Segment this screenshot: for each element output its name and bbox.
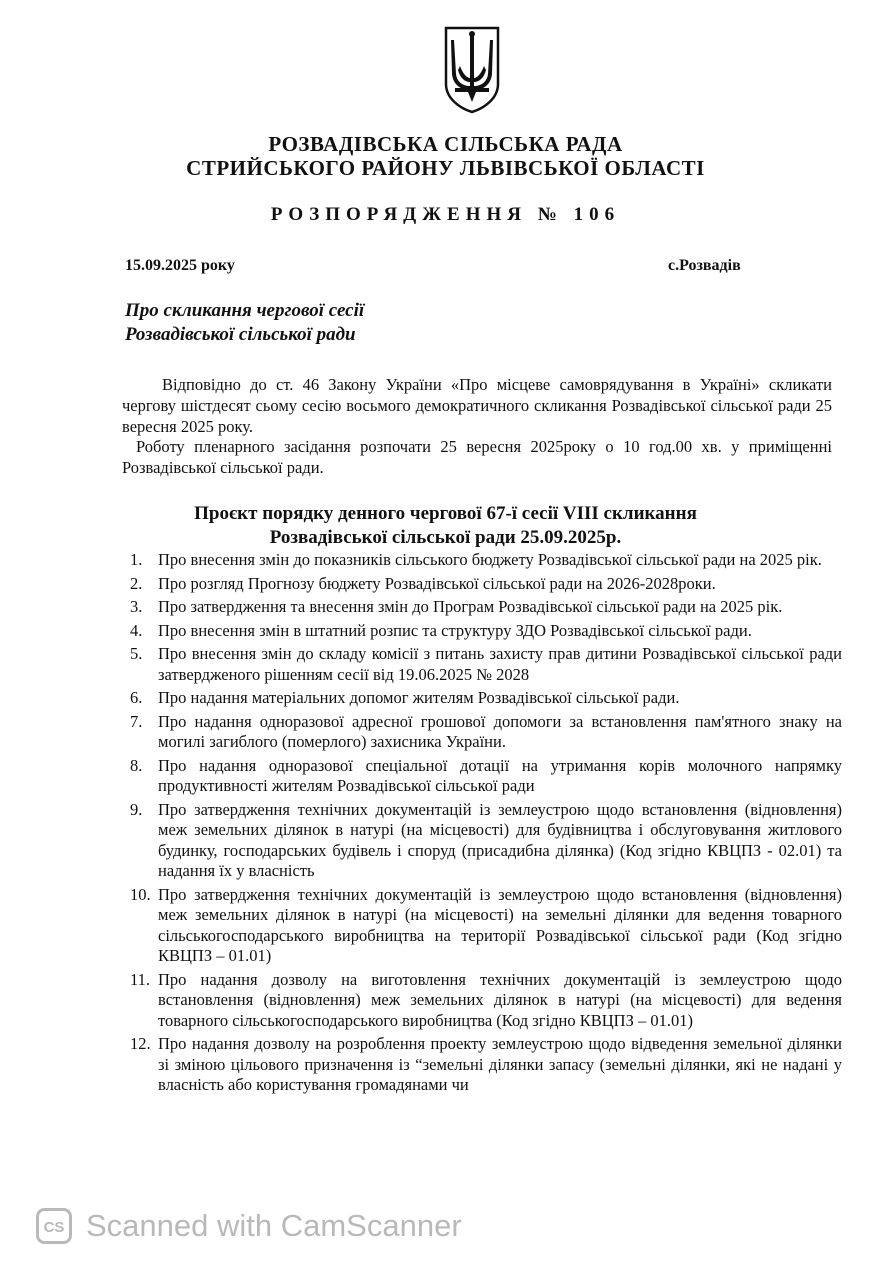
- order-date: 15.09.2025 року: [125, 257, 235, 274]
- agenda-item-text: Про надання дозволу на виготовлення технічних документацій із землеустрою щодо встановлення (відновлення) меж земельних ділянок в натурі (на місцевості) для ведення товарного сільськогосподарського виробництва (Код згідно КВЦПЗ – 01.01): [158, 969, 842, 1030]
- agenda-item: [130, 574, 842, 595]
- subject-line-2: Розвадівської сільської ради: [125, 324, 356, 345]
- agenda-item-text: Про внесення змін до показників сільського бюджету Розвадівської сільської ради на 2025 рік.: [158, 550, 822, 569]
- agenda-item-text: Про надання одноразової адресної грошової допомоги за встановлення пам'ятного знаку на могилі загиблого (померлого) захисника України.: [158, 711, 842, 751]
- agenda-item-number: 6.: [130, 688, 143, 707]
- agenda-item-number: 7.: [130, 711, 143, 731]
- agenda-item-number: 8.: [130, 755, 143, 775]
- agenda-item: [130, 885, 842, 967]
- agenda-item-number: 2.: [130, 573, 143, 593]
- agenda-item: [130, 800, 842, 882]
- agenda-item-number: 3.: [130, 597, 143, 616]
- agenda-item-number: 10.: [130, 884, 151, 904]
- agenda-item: [130, 712, 842, 753]
- body-paragraph-1: Відповідно до ст. 46 Закону України «Про місцеве самоврядування в Україні» скликати чергову шістдесят сьому сесію восьмого демократичного скликання Розвадівської сільської ради 25 вересня 2025 року.: [122, 375, 832, 436]
- order-subject: [125, 299, 364, 347]
- agenda-item-number: 5.: [130, 644, 143, 663]
- agenda-item-text: Про затвердження технічних документацій із землеустрою щодо встановлення (відновлення) меж земельних ділянок в натурі (на місцевості) на земельні ділянки для ведення товарного сільськогосподарського виробництва на території Розвадівської сільської ради (Код згідно КВЦПЗ – 01.01): [158, 884, 842, 965]
- agenda-title: [0, 502, 891, 550]
- scanner-watermark: [36, 1208, 462, 1244]
- agenda-item-text: Про надання матеріальних допомог жителям Розвадівської сільської ради.: [158, 688, 680, 707]
- subject-line-1: Про скликання чергової сесії: [125, 300, 365, 321]
- order-place: с.Розвадів: [668, 257, 741, 274]
- agenda-item: [130, 550, 842, 571]
- agenda-item-text: Про розгляд Прогнозу бюджету Розвадівської сільської ради на 2026-2028роки.: [158, 573, 716, 593]
- agenda-item-text: Про внесення змін в штатний розпис та структуру ЗДО Розвадівської сільської ради.: [158, 620, 752, 640]
- agenda-item-text: Про затвердження та внесення змін до Програм Розвадівської сільської ради на 2025 рік.: [158, 597, 783, 616]
- agenda-item-text: Про затвердження технічних документацій із землеустрою щодо встановлення (відновлення) меж земельних ділянок в натурі (на місцевості) для будівництва і обслуговування житлового будинку, господарських будівель і споруд (присадибна ділянка) (Код згідно КВЦПЗ - 02.01) та надання їх у власність: [158, 799, 842, 880]
- agenda-item: [130, 688, 842, 709]
- council-name: РОЗВАДІВСЬКА СІЛЬСЬКА РАДА: [268, 132, 623, 156]
- camscanner-logo-icon: [36, 1208, 72, 1244]
- agenda-item-number: 9.: [130, 799, 143, 819]
- agenda-item-number: 4.: [130, 620, 143, 640]
- agenda-item-text: Про внесення змін до складу комісії з питань захисту прав дитини Розвадівської сільської ради затвердженого рішенням сесії від 19.06.2025 № 2028: [158, 644, 842, 684]
- watermark-text: Scanned with CamScanner: [86, 1208, 462, 1243]
- council-district: СТРИЙСЬКОГО РАЙОНУ ЛЬВІВСЬКОЇ ОБЛАСТІ: [186, 156, 705, 180]
- agenda-item: [130, 621, 842, 642]
- agenda-list: [130, 550, 842, 1099]
- trident-coat-of-arms-icon: [443, 26, 501, 114]
- agenda-item-text: Про надання дозволу на розроблення проекту землеустрою щодо відведення земельної ділянки зі зміною цільового призначення із “земельні ділянки запасу (земельні ділянки, які не надані у власність або користування громадянами чи: [158, 1034, 842, 1094]
- agenda-item-number: 12.: [130, 1034, 151, 1053]
- agenda-item: [130, 970, 842, 1032]
- agenda-item: [130, 597, 842, 618]
- body-paragraph-2: Роботу пленарного засідання розпочати 25 вересня 2025року о 10 год.00 хв. у приміщенні Розвадівської сільської ради.: [122, 437, 832, 477]
- agenda-item-text: Про надання одноразової спеціальної дотації на утримання корів молочного напрямку продуктивності жителям Розвадівської сільської ради: [158, 755, 842, 795]
- agenda-title-line-2: Розвадівської сільської ради 25.09.2025р.: [269, 527, 622, 548]
- agenda-item: [130, 1034, 842, 1096]
- agenda-title-line-1: Проєкт порядку денного чергової 67-ї сесії VIII скликання: [194, 503, 697, 524]
- agenda-item-number: 11.: [130, 969, 151, 989]
- agenda-item-number: 1.: [130, 550, 143, 569]
- order-title: РОЗПОРЯДЖЕННЯ № 106: [270, 204, 621, 225]
- agenda-item: [130, 644, 842, 685]
- agenda-item: [130, 756, 842, 797]
- camscanner-logo-text: CS: [43, 1219, 65, 1236]
